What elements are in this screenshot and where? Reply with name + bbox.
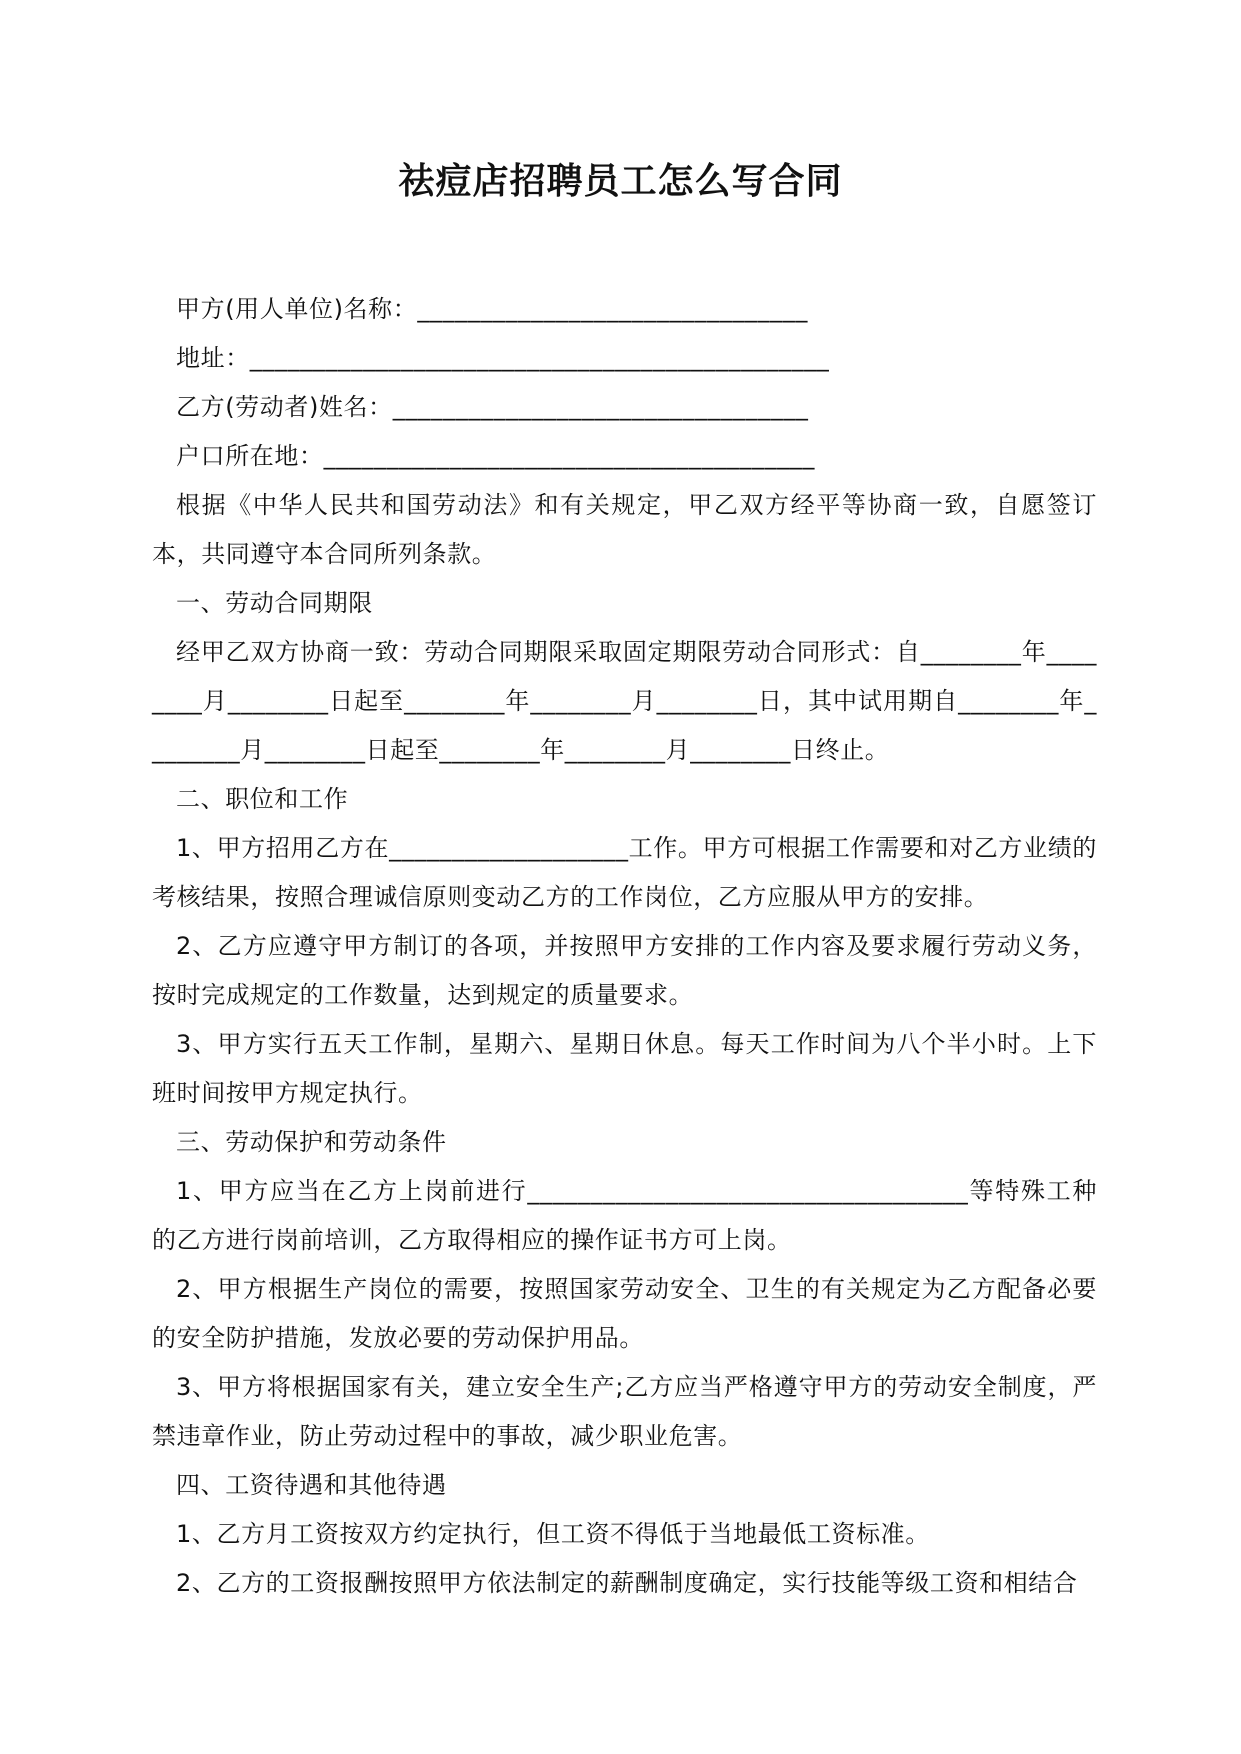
protection-clause-2: 2、甲方根据生产岗位的需要，按照国家劳动安全、卫生的有关规定为乙方配备必要的安全防护措施，发放必要的劳动保护用品。 — [152, 1275, 1097, 1352]
document-body — [152, 285, 1097, 1608]
party-a-name-field: 甲方(用人单位)名称：_______________________________ — [176, 295, 808, 323]
section-heading-wages: 四、工资待遇和其他待遇 — [176, 1471, 447, 1499]
contract-term-paragraph: 经甲乙双方协商一致：劳动合同期限采取固定期限劳动合同形式：自________年________月________日起至________年________月________日，其中试用期自________年________月________日起至________年________月________日终止。 — [152, 638, 1097, 764]
section-heading-protection: 三、劳动保护和劳动条件 — [176, 1128, 447, 1156]
wages-clause-1: 1、乙方月工资按双方约定执行，但工资不得低于当地最低工资标准。 — [176, 1520, 930, 1548]
document-title: 祛痘店招聘员工怎么写合同 — [398, 161, 843, 202]
protection-clause-3: 3、甲方将根据国家有关，建立安全生产;乙方应当严格遵守甲方的劳动安全制度，严禁违章作业，防止劳动过程中的事故，减少职业危害。 — [152, 1373, 1097, 1450]
position-clause-2: 2、乙方应遵守甲方制订的各项，并按照甲方安排的工作内容及要求履行劳动义务，按时完成规定的工作数量，达到规定的质量要求。 — [152, 932, 1097, 1009]
position-clause-1: 1、甲方招用乙方在___________________工作。甲方可根据工作需要和对乙方业绩的考核结果，按照合理诚信原则变动乙方的工作岗位，乙方应服从甲方的安排。 — [152, 834, 1097, 911]
household-registration-field: 户口所在地：_______________________________________ — [176, 442, 815, 470]
wages-clause-2: 2、乙方的工资报酬按照甲方依法制定的薪酬制度确定，实行技能等级工资和相结合 — [176, 1569, 1078, 1597]
section-heading-contract-term: 一、劳动合同期限 — [176, 589, 373, 617]
position-clause-3: 3、甲方实行五天工作制，星期六、星期日休息。每天工作时间为八个半小时。上下班时间按甲方规定执行。 — [152, 1030, 1097, 1107]
address-field: 地址：______________________________________________ — [176, 344, 830, 372]
preamble-paragraph: 根据《中华人民共和国劳动法》和有关规定，甲乙双方经平等协商一致，自愿签订本，共同遵守本合同所列条款。 — [152, 491, 1097, 568]
party-b-name-field: 乙方(劳动者)姓名：_________________________________ — [176, 393, 809, 421]
protection-clause-1: 1、甲方应当在乙方上岗前进行___________________________________等特殊工种的乙方进行岗前培训，乙方取得相应的操作证书方可上岗。 — [152, 1177, 1097, 1254]
section-heading-position: 二、职位和工作 — [176, 785, 349, 813]
